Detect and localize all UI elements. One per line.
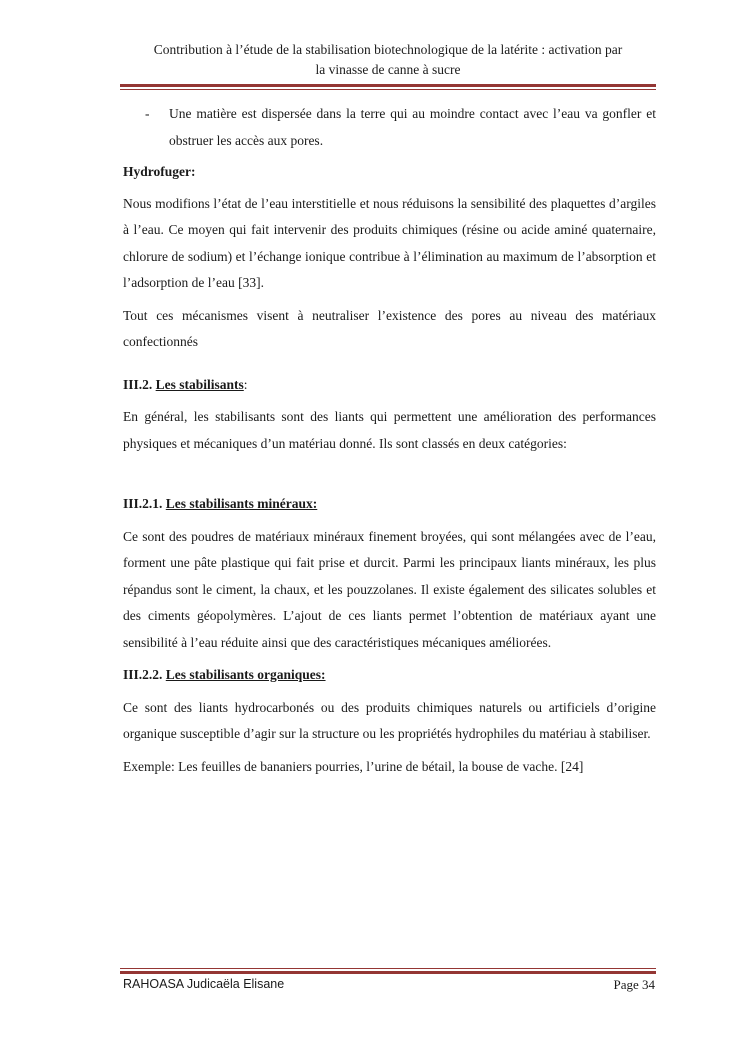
section-III-2-2-paragraph: Ce sont des liants hydrocarbonés ou des produits chimiques naturels ou artificiels d’origine organique susceptible d’agir sur la structure ou les propriétés hydrophiles du matériau à stabiliser. <box>123 699 656 741</box>
bullet-dash: - <box>145 106 150 121</box>
section-III-2-1-paragraph: Ce sont des poudres de matériaux minéraux finement broyées, qui sont mélangées avec de l’eau, forment une pâte plastique qui fait prise et durcit. Parmi les principaux liants minéraux, les plus répandus sont le ciment, la chaux, et les pouzzolanes. Il existe également des silicates solubles et des ciments géopolymères. L’ajout de ces liants permet l’obtention de matériaux ayant une sensibilité à l’eau réduite ainsi que des caractéristiques mécaniques améliorées. <box>123 528 656 650</box>
section-heading-III-2-2 <box>123 662 656 689</box>
page-header <box>118 40 658 80</box>
hydrofuger-paragraph-2: Tout ces mécanismes visent à neutraliser l’existence des pores au niveau des matériaux confectionnés <box>123 307 656 349</box>
section-number: III.2.2. <box>123 667 166 682</box>
footer-rule-thin <box>120 968 656 969</box>
bullet-item <box>123 101 656 154</box>
header-line-2: la vinasse de canne à sucre <box>315 62 461 77</box>
section-number: III.2. <box>123 376 156 392</box>
section-III-2-paragraph: En général, les stabilisants sont des liants qui permettent une amélioration des performances physiques et mécaniques d’un matériau donné. Ils sont classés en deux catégories: <box>123 409 656 451</box>
header-line-1: Contribution à l’étude de la stabilisation biotechnologique de la latérite : activation par <box>153 42 623 57</box>
header-rule-thick <box>120 84 656 87</box>
hydrofuger-paragraph-1: Nous modifions l’état de l’eau interstitielle et nous réduisons la sensibilité des plaquettes d’argiles à l’eau. Ce moyen qui fait intervenir des produits chimiques (résine ou acide aminé quaternaire, chlorure de sodium) et l’échange ionique contribue à l’élimination au maximum de l’absorption et l’adsorption de l’eau [33]. <box>123 195 656 290</box>
hydrofuger-heading: Hydrofuger: <box>123 164 196 179</box>
header-rule-thin <box>120 89 656 90</box>
section-title: Les stabilisants minéraux: <box>165 496 318 511</box>
bullet-text: Une matière est dispersée dans la terre qui au moindre contact avec l’eau va gonfler et obstruer les accès aux pores. <box>169 106 656 148</box>
section-heading-III-2 <box>123 372 656 399</box>
page-body <box>123 101 656 786</box>
footer-page-number: Page 34 <box>613 977 655 992</box>
section-number: III.2.1. <box>123 496 166 511</box>
section-title: Les stabilisants organiques: <box>165 667 326 682</box>
section-title: Les stabilisants <box>155 376 244 392</box>
footer-author: RAHOASA Judicaëla Elisane <box>123 977 285 991</box>
section-colon: : <box>243 376 248 392</box>
footer-rule-thick <box>120 971 656 974</box>
example-paragraph: Exemple: Les feuilles de bananiers pourries, l’urine de bétail, la bouse de vache. [24] <box>123 758 584 774</box>
section-heading-III-2-1 <box>123 491 656 518</box>
